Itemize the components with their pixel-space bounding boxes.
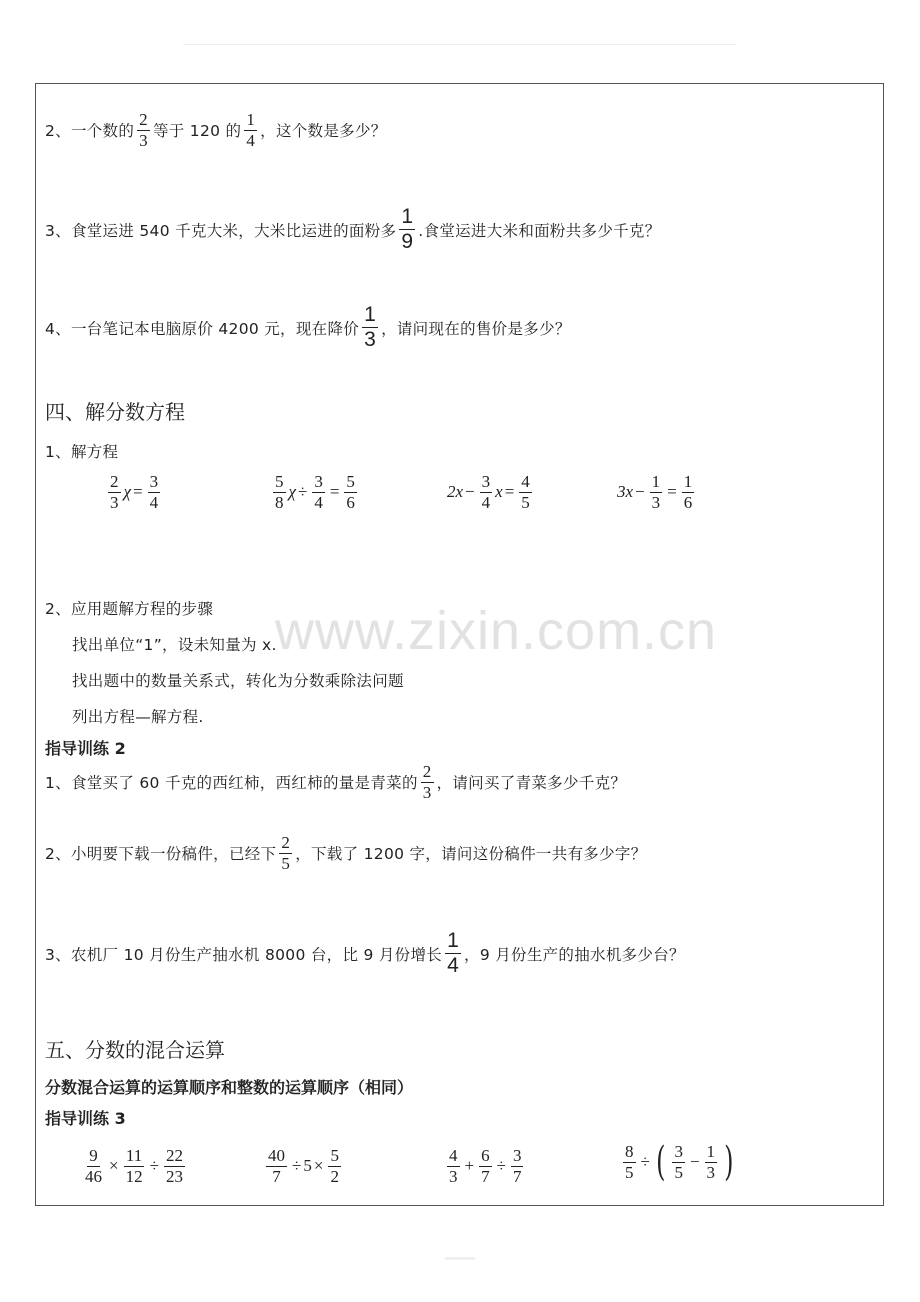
fraction: $\frac{1}{9}$ <box>401 205 414 254</box>
expression-1 <box>80 1146 188 1186</box>
problem-3 <box>45 205 661 254</box>
problem-text: ，下载了 1200 字，请问这份稿件一共有多少字？ <box>295 845 647 864</box>
problem-text: 3、农机厂 10 月份生产抽水机 8000 台，比 9 月份增长 <box>45 945 443 964</box>
training-2-problem-2 <box>45 833 647 873</box>
fraction: $\frac{2}{3}$ <box>110 472 119 512</box>
variable: x <box>495 482 503 502</box>
term: 3x <box>617 482 634 502</box>
operator: − <box>635 482 645 502</box>
fraction: $\frac{1}{6}$ <box>683 472 693 512</box>
step-2: 找出题中的数量关系式，转化为分数乘除法问题 <box>72 672 404 690</box>
fraction: $\frac{3}{7}$ <box>512 1146 522 1186</box>
training-2-title: 指导训练 2 <box>45 739 126 758</box>
expression-4 <box>620 1139 738 1186</box>
operator: − <box>465 482 475 502</box>
fraction: $\frac{5}{6}$ <box>346 472 355 512</box>
equation-2 <box>270 472 360 512</box>
problem-text: 3、食堂运进 540 千克大米，大米比运进的面粉多 <box>45 221 397 240</box>
fraction: $\frac{4}{5}$ <box>521 472 530 512</box>
step-1: 找出单位“1”，设未知量为 x. <box>72 636 277 654</box>
equals-sign: = <box>504 482 515 502</box>
operator: ÷ <box>496 1156 506 1176</box>
section-5-rule: 分数混合运算的运算顺序和整数的运算顺序（相同） <box>45 1078 414 1097</box>
term: 2x <box>447 482 464 502</box>
problem-2 <box>45 110 387 150</box>
variable: χ <box>123 482 131 502</box>
operator: × <box>313 1156 324 1176</box>
problem-text: 2、一个数的 <box>45 122 135 141</box>
fraction: $\frac{5}{2}$ <box>330 1146 339 1186</box>
equation-1 <box>105 472 163 512</box>
expression-2 <box>263 1146 344 1186</box>
equation-3 <box>447 472 535 512</box>
header-rule <box>183 44 736 45</box>
variable: χ <box>288 482 296 502</box>
fraction: $\frac{1}{4}$ <box>246 110 256 150</box>
fraction: $\frac{1}{3}$ <box>706 1142 716 1182</box>
fraction: $\frac{11}{12}$ <box>125 1146 143 1186</box>
equals-sign: = <box>667 482 677 502</box>
fraction: $\frac{1}{3}$ <box>364 303 377 352</box>
fraction: $\frac{9}{46}$ <box>85 1146 102 1186</box>
fraction: $\frac{4}{3}$ <box>449 1146 458 1186</box>
section-4-sub2: 2、应用题解方程的步骤 <box>45 600 214 618</box>
operator: ÷ <box>640 1152 650 1172</box>
section-4-sub1: 1、解方程 <box>45 443 119 461</box>
operator: + <box>464 1156 475 1176</box>
equation-4 <box>617 472 697 512</box>
problem-text: ，这个数是多少？ <box>260 122 387 141</box>
problem-text: 4、一台笔记本电脑原价 4200 元，现在降价 <box>45 319 360 338</box>
problem-4 <box>45 303 571 352</box>
left-paren: ( <box>655 1139 666 1186</box>
watermark-text: www.zixin.com.cn <box>275 601 718 661</box>
number: 5 <box>303 1156 312 1176</box>
problem-text: 2、小明要下载一份稿件，已经下 <box>45 845 277 864</box>
fraction: $\frac{1}{4}$ <box>447 929 460 978</box>
problem-text: ，请问现在的售价是多少？ <box>381 319 571 338</box>
operator: ÷ <box>297 482 308 502</box>
expression-3 <box>444 1146 526 1186</box>
problem-text: .食堂运进大米和面粉共多少千克？ <box>418 221 661 240</box>
fraction: $\frac{3}{4}$ <box>481 472 491 512</box>
training-2-problem-3 <box>45 929 685 978</box>
fraction: $\frac{2}{3}$ <box>422 762 432 802</box>
step-3: 列出方程—解方程. <box>72 708 204 726</box>
equals-sign: = <box>329 482 340 502</box>
training-2-problem-1 <box>45 762 626 802</box>
footer-mark <box>445 1257 475 1260</box>
problem-text: ，请问买了青菜多少千克？ <box>436 774 627 793</box>
fraction: $\frac{40}{7}$ <box>268 1146 285 1186</box>
fraction: $\frac{22}{23}$ <box>165 1146 183 1186</box>
fraction: $\frac{3}{5}$ <box>674 1142 683 1182</box>
equals-sign: = <box>132 482 143 502</box>
operator: ÷ <box>149 1156 159 1176</box>
problem-text: 1、食堂买了 60 千克的西红柿，西红柿的量是青菜的 <box>45 774 418 793</box>
section-4-title: 四、解分数方程 <box>45 400 185 424</box>
fraction: $\frac{3}{4}$ <box>149 472 159 512</box>
training-3-title: 指导训练 3 <box>45 1109 126 1128</box>
operator: ÷ <box>292 1156 302 1176</box>
fraction: $\frac{6}{7}$ <box>481 1146 490 1186</box>
fraction: $\frac{2}{3}$ <box>139 110 148 150</box>
fraction: $\frac{5}{8}$ <box>275 472 284 512</box>
operator: − <box>689 1152 700 1172</box>
fraction: $\frac{1}{3}$ <box>651 472 661 512</box>
operator: × <box>109 1156 119 1176</box>
fraction: $\frac{8}{5}$ <box>625 1142 634 1182</box>
section-5-title: 五、分数的混合运算 <box>45 1038 225 1062</box>
problem-text: 等于 120 的 <box>152 122 242 141</box>
fraction: $\frac{2}{5}$ <box>281 833 291 873</box>
fraction: $\frac{3}{4}$ <box>314 472 323 512</box>
right-paren: ) <box>724 1139 734 1186</box>
problem-text: ，9 月份生产的抽水机多少台？ <box>464 945 685 964</box>
